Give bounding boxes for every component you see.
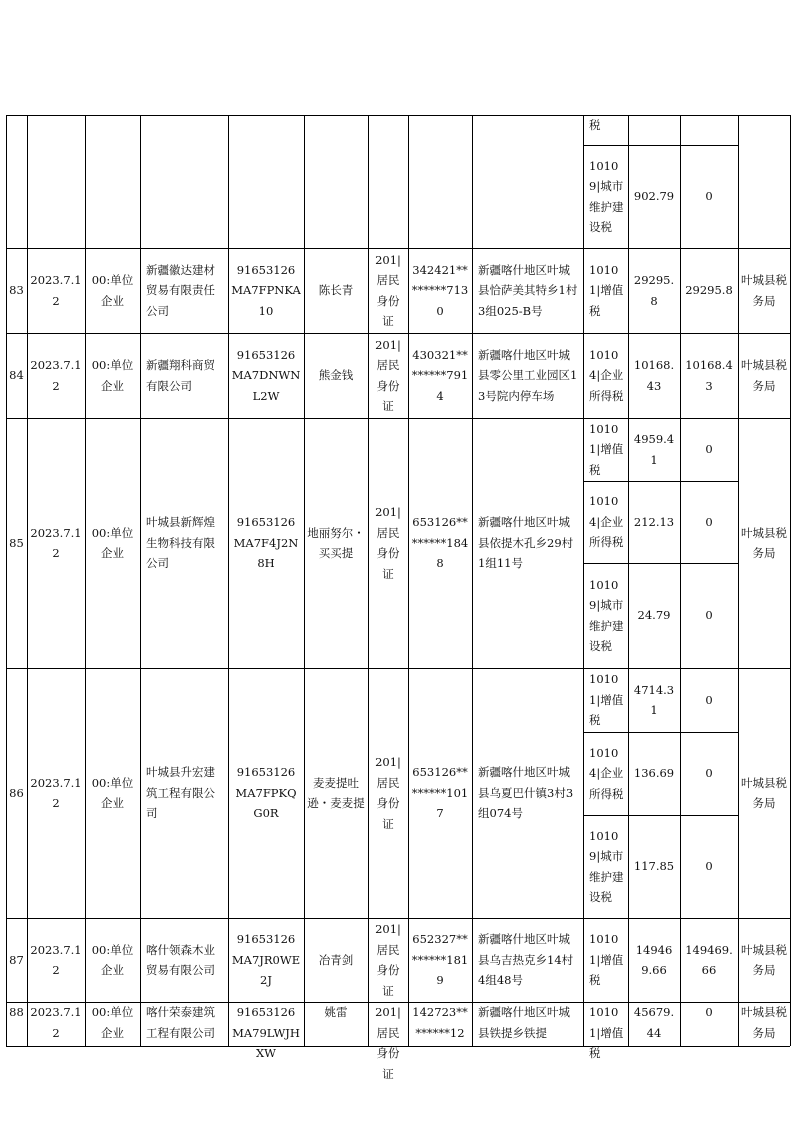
row-index: 86 bbox=[9, 785, 24, 800]
credit-code-cell bbox=[228, 418, 304, 668]
tax-amount-cell bbox=[628, 668, 680, 732]
credit-code-cell bbox=[228, 668, 304, 918]
tax-paid-cell bbox=[680, 115, 738, 145]
legal-person-cell bbox=[304, 668, 368, 918]
tax-item-name: 10104|企业所得税 bbox=[589, 347, 624, 403]
address-cell bbox=[472, 918, 583, 1002]
date: 2023.7.12 bbox=[30, 273, 82, 308]
taxpayer-type: 00:单位企业 bbox=[91, 525, 134, 560]
row-index-cell bbox=[6, 248, 27, 333]
id-type-cell bbox=[368, 248, 408, 333]
tax-paid: 0 bbox=[705, 766, 713, 781]
tax-item-name-cell bbox=[583, 1002, 628, 1060]
row-index: 88 bbox=[9, 1005, 24, 1019]
tax-paid: 0 bbox=[705, 692, 713, 707]
company-name: 新疆徽达建材贸易有限责任公司 bbox=[146, 262, 215, 318]
date-cell bbox=[27, 248, 85, 333]
tax-authority-cell bbox=[738, 248, 790, 333]
id-number: 652327********1819 bbox=[411, 932, 469, 988]
legal-person-cell bbox=[304, 418, 368, 668]
id-type-cell bbox=[368, 333, 408, 418]
address: 新疆喀什地区叶城县乌夏巴什镇3村3组074号 bbox=[478, 765, 574, 821]
tax-item-name: 10101|增值税 bbox=[589, 1005, 624, 1060]
tax-item-name: 10109|城市维护建设税 bbox=[589, 828, 624, 904]
tax-amount: 24.79 bbox=[637, 608, 671, 623]
tax-item-name: 10109|城市维护建设税 bbox=[589, 158, 624, 234]
tax-paid: 149469.66 bbox=[685, 942, 733, 977]
tax-amount: 149469.66 bbox=[635, 942, 673, 977]
company-name-cell bbox=[140, 418, 228, 668]
taxpayer-type-cell bbox=[85, 918, 140, 1002]
legal-person: 熊金钱 bbox=[318, 368, 354, 383]
tax-item-name-cell bbox=[583, 918, 628, 1002]
taxpayer-type-cell bbox=[85, 248, 140, 333]
tax-authority: 叶城县税务局 bbox=[741, 358, 787, 393]
tax-paid: 10168.43 bbox=[685, 358, 733, 393]
tax-amount: 902.79 bbox=[633, 189, 675, 204]
tax-item-name: 10101|增值税 bbox=[589, 932, 624, 988]
tax-paid-cell bbox=[680, 668, 738, 732]
taxpayer-type-cell bbox=[85, 418, 140, 668]
tax-amount: 212.13 bbox=[633, 514, 675, 529]
row-index: 83 bbox=[9, 283, 24, 298]
tax-paid-cell bbox=[680, 732, 738, 815]
tax-authority-cell bbox=[738, 668, 790, 918]
tax-authority-cell bbox=[738, 418, 790, 668]
id-number: 653126********1017 bbox=[411, 765, 469, 821]
row-index: 87 bbox=[9, 952, 24, 967]
id-number: 430321********7914 bbox=[411, 347, 469, 403]
taxpayer-type: 00:单位企业 bbox=[91, 942, 134, 977]
legal-person-cell bbox=[304, 918, 368, 1002]
tax-paid-cell bbox=[680, 145, 738, 248]
tax-amount: 4959.41 bbox=[633, 432, 675, 467]
tax-item-name-cell bbox=[583, 563, 628, 668]
tax-authority: 叶城县税务局 bbox=[741, 273, 787, 308]
tax-amount: 10168.43 bbox=[633, 358, 675, 393]
tax-item-name-cell bbox=[583, 333, 628, 418]
company-name-cell bbox=[140, 918, 228, 1002]
date: 2023.7.12 bbox=[30, 942, 82, 977]
credit-code: 91653126MA7DNWNL2W bbox=[231, 347, 301, 403]
address-cell bbox=[472, 668, 583, 918]
id-type-cell bbox=[368, 1002, 408, 1081]
row-index-cell bbox=[6, 418, 27, 668]
tax-authority-cell bbox=[738, 333, 790, 418]
address-cell bbox=[472, 1002, 583, 1046]
credit-code: 91653126MA79LWJHXW bbox=[232, 1005, 300, 1060]
company-name: 喀什荣泰建筑工程有限公司 bbox=[146, 1005, 215, 1040]
address: 新疆喀什地区叶城县乌吉热克乡14村4组48号 bbox=[478, 932, 574, 988]
id-type: 201|居民身份证 bbox=[375, 337, 401, 413]
tax-item-name-cell bbox=[583, 481, 628, 563]
taxpayer-type: 00:单位企业 bbox=[91, 1005, 134, 1040]
id-type: 201|居民身份证 bbox=[375, 505, 401, 581]
id-number: 342421********7130 bbox=[411, 262, 469, 318]
company-name: 喀什领森木业贸易有限公司 bbox=[146, 942, 215, 977]
credit-code-cell bbox=[228, 248, 304, 333]
taxpayer-type: 00:单位企业 bbox=[91, 273, 134, 308]
credit-code: 91653126MA7FPKQG0R bbox=[235, 765, 297, 821]
date: 2023.7.12 bbox=[30, 525, 82, 560]
legal-person-cell bbox=[304, 248, 368, 333]
credit-code: 91653126MA7FPNKA10 bbox=[231, 262, 301, 318]
row-index-cell bbox=[6, 668, 27, 918]
tax-paid: 0 bbox=[705, 608, 713, 623]
address-cell bbox=[472, 333, 583, 418]
taxpayer-type-cell bbox=[85, 1002, 140, 1046]
company-name: 叶城县新辉煌生物科技有限公司 bbox=[146, 515, 215, 571]
id-type: 201|居民身份证 bbox=[375, 755, 401, 831]
date: 2023.7.12 bbox=[30, 775, 82, 810]
date-cell bbox=[27, 418, 85, 668]
tax-authority: 叶城县税务局 bbox=[741, 525, 787, 560]
legal-person: 冶青剑 bbox=[318, 952, 354, 967]
tax-authority: 叶城县税务局 bbox=[741, 775, 787, 810]
tax-authority-cell bbox=[738, 1002, 790, 1046]
company-name: 新疆翔科商贸有限公司 bbox=[146, 358, 215, 393]
address: 新疆喀什地区叶城县恰萨美其特乡1村3组025-B号 bbox=[478, 262, 578, 318]
tax-item-name: 税 bbox=[589, 118, 601, 132]
tax-amount-cell bbox=[628, 115, 680, 145]
tax-paid-cell bbox=[680, 333, 738, 418]
id-type: 201|居民身份证 bbox=[375, 922, 401, 998]
company-name-cell bbox=[140, 333, 228, 418]
address: 新疆喀什地区叶城县零公里工业园区13号院内停车场 bbox=[478, 347, 578, 403]
tax-amount: 117.85 bbox=[633, 859, 675, 874]
address: 新疆喀什地区叶城县依提木孔乡29村1组11号 bbox=[478, 515, 574, 571]
tax-amount-cell bbox=[628, 248, 680, 333]
tax-paid: 0 bbox=[705, 514, 713, 529]
tax-item-name-cell bbox=[583, 732, 628, 815]
legal-person: 陈长青 bbox=[318, 283, 354, 298]
tax-paid-cell bbox=[680, 1002, 738, 1046]
tax-paid-cell bbox=[680, 418, 738, 481]
taxpayer-type-cell bbox=[85, 668, 140, 918]
row-index-cell bbox=[6, 918, 27, 1002]
id-type: 201|居民身份证 bbox=[375, 1005, 401, 1081]
id-type-cell bbox=[368, 668, 408, 918]
tax-item-name: 10101|增值税 bbox=[589, 672, 624, 728]
company-name: 叶城县升宏建筑工程有限公司 bbox=[146, 765, 215, 821]
id-number: 142723********12 bbox=[412, 1005, 468, 1040]
tax-amount-cell bbox=[628, 563, 680, 668]
id-number-cell bbox=[408, 668, 472, 918]
tax-amount-cell bbox=[628, 481, 680, 563]
date-cell bbox=[27, 333, 85, 418]
date-cell bbox=[27, 1002, 85, 1046]
credit-code: 91653126MA7JR0WE2J bbox=[231, 932, 301, 988]
id-type: 201|居民身份证 bbox=[375, 252, 401, 328]
row-index-cell bbox=[6, 1002, 27, 1046]
date-cell bbox=[27, 668, 85, 918]
tax-amount-cell bbox=[628, 333, 680, 418]
taxpayer-type: 00:单位企业 bbox=[91, 358, 134, 393]
tax-paid-cell bbox=[680, 815, 738, 918]
tax-amount: 136.69 bbox=[633, 766, 675, 781]
date-cell bbox=[27, 918, 85, 1002]
id-number-cell bbox=[408, 333, 472, 418]
tax-paid-cell bbox=[680, 481, 738, 563]
tax-item-name-cell bbox=[583, 145, 628, 248]
tax-item-name-cell bbox=[583, 668, 628, 732]
credit-code: 91653126MA7F4J2N8H bbox=[233, 515, 299, 571]
tax-authority: 叶城县税务局 bbox=[741, 1005, 787, 1040]
id-number-cell bbox=[408, 248, 472, 333]
tax-authority: 叶城县税务局 bbox=[741, 942, 787, 977]
tax-paid-cell bbox=[680, 563, 738, 668]
row-index: 84 bbox=[9, 368, 24, 383]
tax-paid-cell bbox=[680, 248, 738, 333]
credit-code-cell bbox=[228, 333, 304, 418]
id-type-cell bbox=[368, 918, 408, 1002]
id-number-cell bbox=[408, 1002, 472, 1046]
tax-item-name-cell bbox=[583, 115, 628, 145]
tax-amount: 29295.8 bbox=[633, 273, 675, 308]
address: 新疆喀什地区叶城县铁提乡铁提 bbox=[478, 1005, 570, 1040]
tax-item-name-cell bbox=[583, 815, 628, 918]
tax-paid: 0 bbox=[705, 859, 713, 874]
tax-paid-cell bbox=[680, 918, 738, 1002]
credit-code-cell bbox=[228, 918, 304, 1002]
company-name-cell bbox=[140, 668, 228, 918]
id-number-cell bbox=[408, 418, 472, 668]
tax-amount: 45679.44 bbox=[633, 1005, 675, 1040]
tax-item-name: 10104|企业所得税 bbox=[589, 494, 624, 550]
tax-item-name-cell bbox=[583, 248, 628, 333]
taxpayer-type-cell bbox=[85, 333, 140, 418]
id-type-cell bbox=[368, 418, 408, 668]
tax-amount-cell bbox=[628, 918, 680, 1002]
legal-person: 地丽努尔・买买提 bbox=[307, 525, 365, 560]
legal-person: 姚雷 bbox=[324, 1005, 348, 1019]
address-cell bbox=[472, 248, 583, 333]
legal-person-cell bbox=[304, 1002, 368, 1046]
tax-amount-cell bbox=[628, 145, 680, 248]
tax-amount-cell bbox=[628, 1002, 680, 1046]
row-index: 85 bbox=[9, 535, 24, 550]
legal-person-cell bbox=[304, 333, 368, 418]
tax-item-name: 10101|增值税 bbox=[589, 262, 624, 318]
tax-item-name: 10104|企业所得税 bbox=[589, 745, 624, 801]
date: 2023.7.12 bbox=[30, 358, 82, 393]
company-name-cell bbox=[140, 248, 228, 333]
tax-paid: 0 bbox=[705, 442, 713, 457]
tax-amount-cell bbox=[628, 418, 680, 481]
tax-item-name: 10101|增值税 bbox=[589, 421, 624, 477]
tax-item-name-cell bbox=[583, 418, 628, 481]
id-number: 653126********1848 bbox=[411, 515, 469, 571]
row-index-cell bbox=[6, 333, 27, 418]
date: 2023.7.12 bbox=[30, 1005, 82, 1040]
credit-code-cell bbox=[228, 1002, 304, 1060]
tax-authority-cell bbox=[738, 918, 790, 1002]
tax-item-name: 10109|城市维护建设税 bbox=[589, 577, 624, 653]
tax-paid: 0 bbox=[705, 189, 713, 204]
id-number-cell bbox=[408, 918, 472, 1002]
taxpayer-type: 00:单位企业 bbox=[91, 775, 134, 810]
legal-person: 麦麦提吐逊・麦麦提 bbox=[307, 775, 365, 810]
tax-amount: 4714.31 bbox=[633, 682, 675, 717]
company-name-cell bbox=[140, 1002, 228, 1046]
tax-paid: 29295.8 bbox=[685, 283, 733, 298]
tax-amount-cell bbox=[628, 732, 680, 815]
tax-paid: 0 bbox=[705, 1005, 713, 1019]
tax-amount-cell bbox=[628, 815, 680, 918]
address-cell bbox=[472, 418, 583, 668]
